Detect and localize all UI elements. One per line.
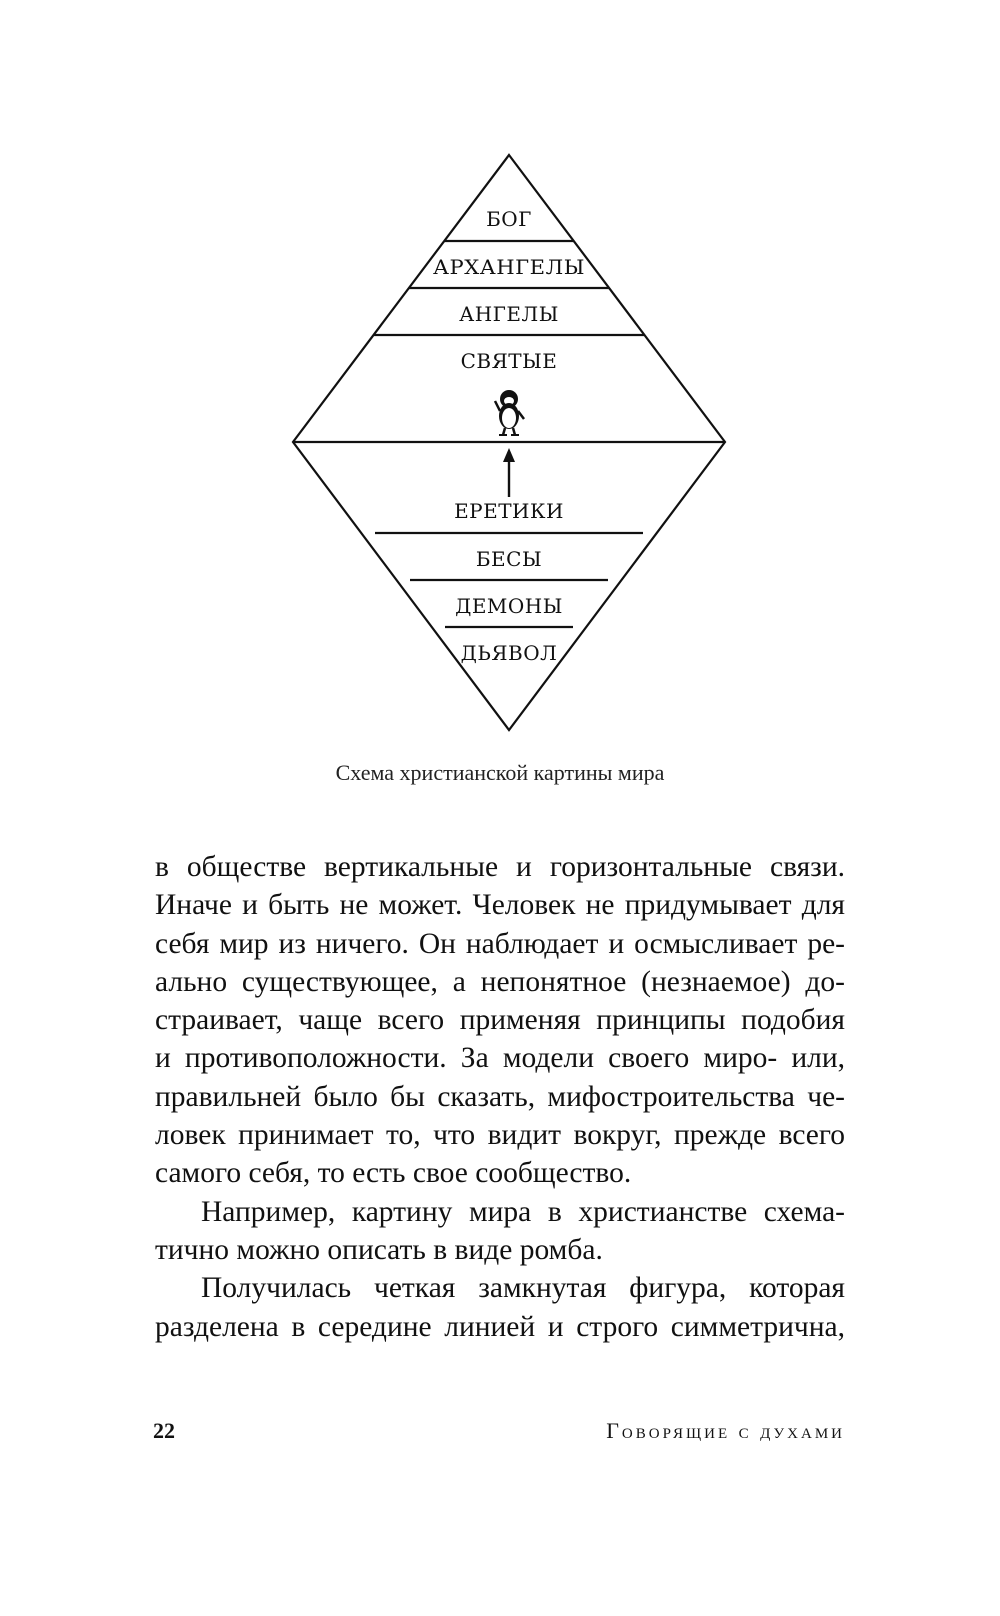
text-line: Иначе и быть не может. Человек не придумывает для <box>155 889 845 922</box>
text-line: себя мир из ничего. Он наблюдает и осмысливает ре- <box>155 927 845 960</box>
figure-caption: Схема христианской картины мира <box>335 760 665 785</box>
level-label-archangels: АРХАНГЕЛЫ <box>433 255 585 279</box>
level-label-god: БОГ <box>486 207 532 231</box>
text-line: Получилась четкая замкнутая фигура, которая <box>201 1272 845 1305</box>
human-figure-icon <box>495 390 524 435</box>
level-label-fiends: БЕСЫ <box>475 547 543 571</box>
text-line: правильней было бы сказать, мифостроительства че- <box>155 1080 845 1113</box>
text-line: тично можно описать в виде ромба. <box>155 1233 603 1266</box>
running-title: Говорящие с духами <box>606 1418 845 1443</box>
text-line: ально существующее, а непонятное (незнаемое) до- <box>155 965 845 998</box>
page-number: 22 <box>153 1418 175 1443</box>
text-line: самого себя, то есть свое сообщество. <box>155 1157 632 1190</box>
text-line: в обществе вертикальные и горизонтальные связи. <box>155 851 845 883</box>
level-label-demons: ДЕМОНЫ <box>455 594 563 618</box>
level-label-heretics: ЕРЕТИКИ <box>454 499 564 523</box>
level-label-devil: ДЬЯВОЛ <box>460 641 558 665</box>
text-line: страивает, чаще всего применяя принципы подобия <box>155 1004 845 1037</box>
body-text <box>155 848 845 1346</box>
arrow-up-icon <box>503 448 515 497</box>
text-line: Например, картину мира в христианстве схема- <box>201 1195 845 1228</box>
text-line: и противоположности. За модели своего миро- или, <box>155 1042 845 1075</box>
level-label-angels: АНГЕЛЫ <box>459 302 559 326</box>
text-line: ловек принимает то, что видит вокруг, прежде всего <box>155 1119 845 1152</box>
level-label-saints: СВЯТЫЕ <box>460 349 558 373</box>
world-scheme-diagram <box>0 0 1000 760</box>
text-line: разделена в середине линией и строго симметрична, <box>155 1310 845 1343</box>
